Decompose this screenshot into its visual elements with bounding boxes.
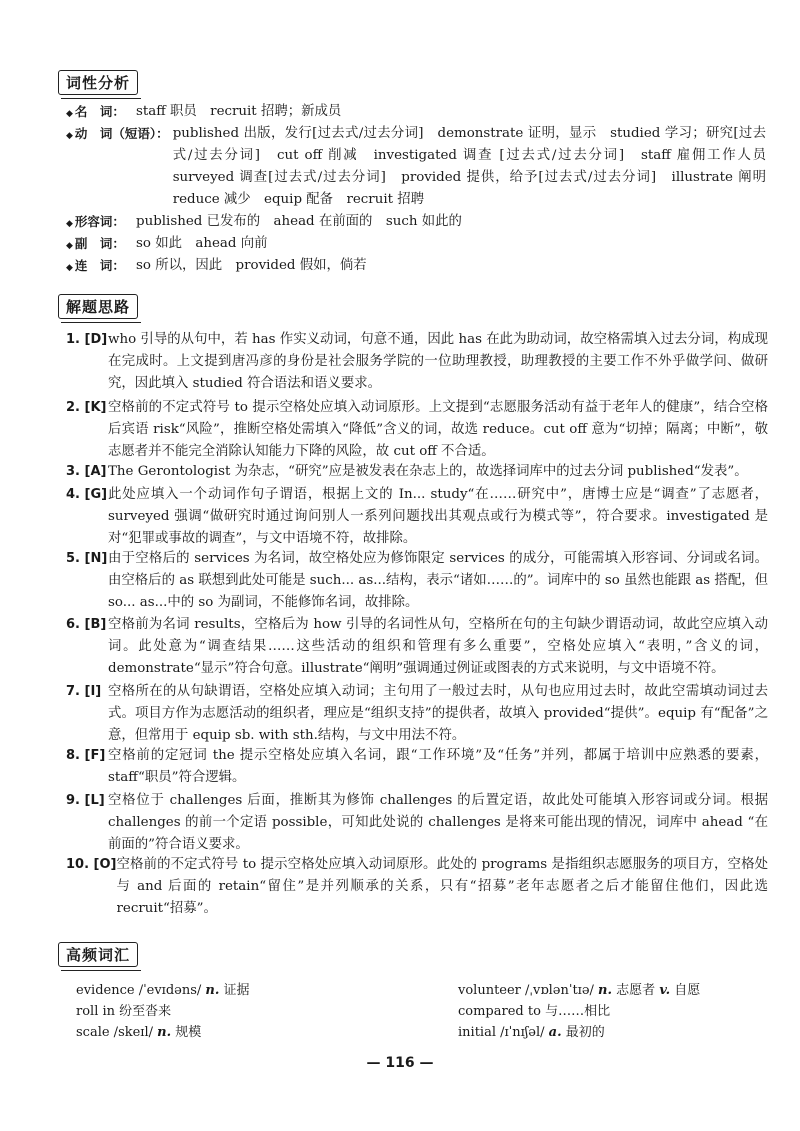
vocab-pos: n. xyxy=(598,983,613,998)
answer-explanation: 空格前的定冠词 the 提示空格处应填入名词，跟“工作环境”及“任务”并列，都属于培训中应熟悉的要素，staff“职员”符合逻辑。 xyxy=(108,748,768,785)
pos-label: 名 词： xyxy=(74,104,125,119)
vocab-word: scale /skeɪl/ xyxy=(76,1025,154,1040)
vocab-word: volunteer /ˌvɒlənˈtɪə/ xyxy=(458,983,594,998)
pos-section-title: 词性分析 xyxy=(58,70,138,95)
vocab-entry xyxy=(76,1001,171,1023)
pos-row-adjective xyxy=(66,211,766,235)
pos-label: 连 词： xyxy=(74,258,125,273)
answer-number: 7. [I] xyxy=(66,684,102,699)
answer-item xyxy=(66,397,768,463)
answer-number: 5. [N] xyxy=(66,551,108,566)
pos-row-noun xyxy=(66,101,766,125)
answer-explanation: 空格所在的从句缺谓语，空格处应填入动词；主句用了一般过去时，从句也应用过去时，故此空需填动词过去式。项目方作为志愿活动的组织者，理应是“组织支持”的提供者，故填入 provided“提供”。equip 有“配备”之意，但常用于 equip sb. with sth.结构，与文中用法不符。 xyxy=(108,684,768,743)
pos-label: 副 词： xyxy=(74,236,125,251)
answer-item xyxy=(66,854,768,920)
answer-explanation: 空格位于 challenges 后面，推断其为修饰 challenges 的后置定语，故此处可能填入形容词或分词。根据 challenges 的前一个定语 possible，可知此处说的 challenges 是将来可能出现的情况，词库中 ahead “在前面的”符合语义要求。 xyxy=(108,793,768,852)
pos-label: 形容词： xyxy=(74,214,125,229)
answer-number: 3. [A] xyxy=(66,464,107,479)
answer-explanation: 空格前的不定式符号 to 提示空格处应填入动词原形。此处的 programs 是指组织志愿服务的项目方，空格处与 and 后面的 retain“留住”是并列顺承的关系，只有“招募”老年志愿者之后才能留住他们，因此选 recruit“招募”。 xyxy=(116,857,768,916)
vocab-pos: n. xyxy=(157,1025,172,1040)
answer-number: 4. [G] xyxy=(66,487,108,502)
vocab-section-title: 高频词汇 xyxy=(58,942,138,967)
diamond-bullet-icon: ◆ xyxy=(66,109,73,119)
answer-item xyxy=(66,484,768,550)
vocab-entry xyxy=(76,980,250,1002)
vocab-word: compared to xyxy=(458,1004,541,1019)
vocab-meaning: 志愿者 xyxy=(616,983,656,998)
answer-explanation: 由于空格后的 services 为名词，故空格处应为修饰限定 services 的成分，可能需填入形容词、分词或名词。由空格后的 as 联想到此处可能是 such... as...结构，表示“诸如……的”。词库中的 so 虽然也能跟 as 搭配，但 so... as...中的 so 为副词，不能修饰名词，故排除。 xyxy=(108,551,768,610)
vocab-meaning: 与……相比 xyxy=(545,1004,611,1019)
pos-row-verb xyxy=(66,123,780,211)
vocab-word: initial /ɪˈnɪʃəl/ xyxy=(458,1025,545,1040)
answer-item xyxy=(66,681,768,747)
vocab-entry xyxy=(458,1022,605,1044)
answer-number: 6. [B] xyxy=(66,617,107,632)
diamond-bullet-icon: ◆ xyxy=(66,241,73,251)
answer-item xyxy=(66,548,768,614)
vocab-word: roll in xyxy=(76,1004,116,1019)
pos-label: 动 词（短语）： xyxy=(74,126,169,141)
pos-text: published 已发布的 ahead 在前面的 such 如此的 xyxy=(136,214,462,229)
vocab-meaning: 自愿 xyxy=(674,983,701,998)
vocab-pos: v. xyxy=(659,983,671,998)
diamond-bullet-icon: ◆ xyxy=(66,131,73,141)
answer-number: 1. [D] xyxy=(66,332,108,347)
pos-text: published 出版，发行[过去式/过去分词] demonstrate 证明，显示 studied 学习；研究[过去式/过去分词] cut off 削减 investigated 调查 [过去式/过去分词] staff 雇佣工作人员 surveyed 调查[过去式/过去分词] provided 提供，给予[过去式/过去分词] illustrate 阐明 reduce 减少 equip 配备 recruit 招聘 xyxy=(172,126,780,207)
vocab-meaning: 纷至沓来 xyxy=(119,1004,172,1019)
pos-text: so 所以，因此 provided 假如，倘若 xyxy=(136,258,367,273)
pos-text: so 如此 ahead 向前 xyxy=(136,236,268,251)
vocab-meaning: 证据 xyxy=(223,983,250,998)
answer-explanation: The Gerontologist 为杂志，“研究”应是被发表在杂志上的，故选择词库中的过去分词 published“发表”。 xyxy=(108,464,748,479)
page-number: — 116 — xyxy=(366,1055,434,1071)
answer-number: 2. [K] xyxy=(66,400,107,415)
vocab-meaning: 规模 xyxy=(175,1025,202,1040)
answer-explanation: who 引导的从句中，若 has 作实义动词，句意不通，因此 has 在此为助动词，故空格需填入过去分词，构成现在完成时。上文提到唐冯彦的身份是社会服务学院的一位助理教授，助理教授的主要工作不外乎做学问、做研究，因此填入 studied 符合语法和语义要求。 xyxy=(108,332,768,391)
answer-item xyxy=(66,745,768,789)
answer-item xyxy=(66,614,768,680)
answer-item xyxy=(66,790,768,856)
diamond-bullet-icon: ◆ xyxy=(66,263,73,273)
answer-item xyxy=(66,329,768,395)
vocab-entry xyxy=(458,980,700,1002)
vocab-pos: a. xyxy=(548,1025,562,1040)
answer-number: 10. [O] xyxy=(66,857,117,872)
diamond-bullet-icon: ◆ xyxy=(66,219,73,229)
pos-text: staff 职员 recruit 招聘；新成员 xyxy=(136,104,342,119)
answer-number: 8. [F] xyxy=(66,748,106,763)
answer-explanation: 空格前为名词 results，空格后为 how 引导的名词性从句，空格所在句的主句缺少谓语动词，故此空应填入动词。此处意为“调查结果……这些活动的组织和管理有多么重要”，空格处应填入“表明，”含义的词，demonstrate“显示”符合句意。illustrate“阐明”强调通过例证或图表的方式来说明，与文中语境不符。 xyxy=(108,617,768,676)
vocab-word: evidence /ˈevɪdəns/ xyxy=(76,983,202,998)
pos-row-adverb xyxy=(66,233,766,257)
answer-explanation: 空格前的不定式符号 to 提示空格处应填入动词原形。上文提到“志愿服务活动有益于老年人的健康”，结合空格后宾语 risk“风险”，推断空格处需填入“降低”含义的词，故选 reduce。cut off 意为“切掉；隔离；中断”，敬志愿者并不能完全消除认知能力下降的风险，故 cut off 不合适。 xyxy=(108,400,768,459)
answer-number: 9. [L] xyxy=(66,793,105,808)
answer-explanation: 此处应填入一个动词作句子谓语，根据上文的 In... study“在……研究中”，唐博士应是“调查”了志愿者，surveyed 强调“做研究时通过询问别人一系列问题找出其观点或行为模式等”，符合要求。investigated 是对“犯罪或事故的调查”，与文中语境不符，故排除。 xyxy=(108,487,768,546)
pos-row-conjunction xyxy=(66,255,766,279)
vocab-entry xyxy=(76,1022,201,1044)
answer-item xyxy=(66,461,768,483)
vocab-meaning: 最初的 xyxy=(565,1025,605,1040)
vocab-pos: n. xyxy=(205,983,220,998)
solution-section-title: 解题思路 xyxy=(58,294,138,319)
vocab-entry xyxy=(458,1001,610,1023)
